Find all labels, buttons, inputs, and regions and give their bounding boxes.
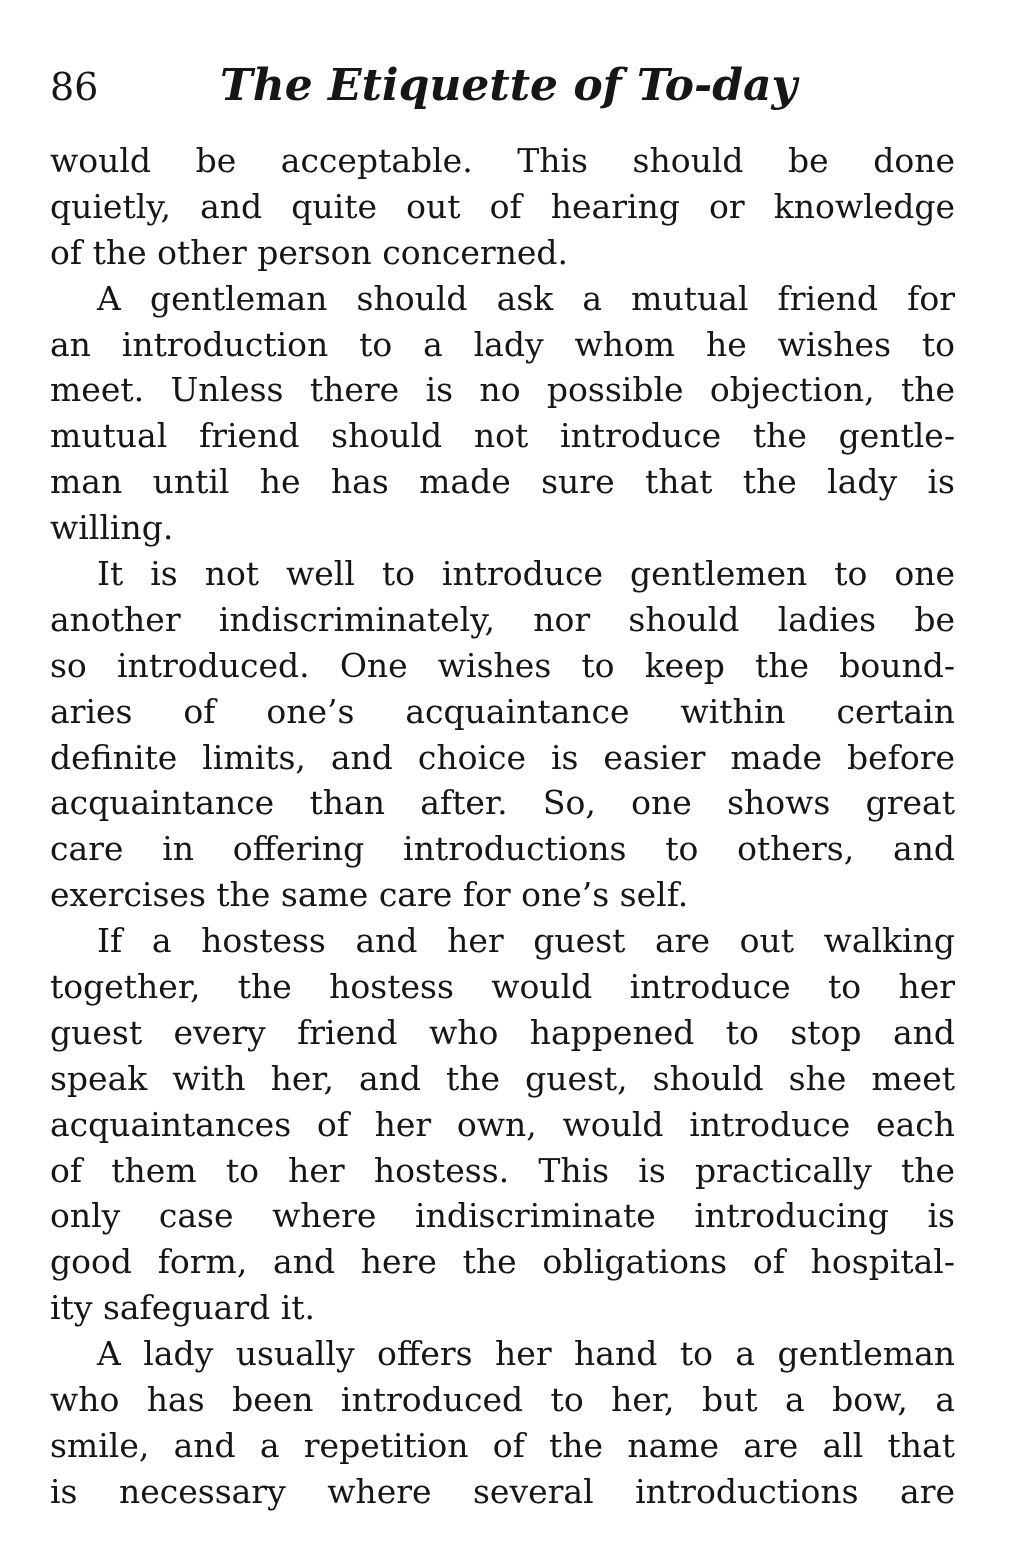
- text-line: only case where indiscriminate introducing is: [50, 1196, 955, 1236]
- text-line: If a hostess and her guest are out walking: [97, 921, 955, 961]
- text-line: would be acceptable. This should be done: [50, 141, 955, 180]
- text-line: speak with her, and the guest, should she meet: [50, 1058, 955, 1098]
- text-line: acquaintance than after. So, one shows great: [50, 783, 955, 823]
- text-line: man until he has made sure that the lady is: [50, 462, 955, 502]
- text-line: mutual friend should not introduce the gentle-: [50, 416, 955, 456]
- page-number: 86: [50, 65, 99, 109]
- text-line: so introduced. One wishes to keep the bound-: [50, 645, 955, 685]
- text-line: guest every friend who happened to stop and: [50, 1012, 955, 1052]
- text-line: quietly, and quite out of hearing or knowledge: [50, 186, 955, 226]
- text-line: ity safeguard it.: [50, 1288, 316, 1328]
- text-line: is necessary where several introductions are: [50, 1471, 955, 1511]
- text-line: who has been introduced to her, but a bow, a: [50, 1380, 955, 1420]
- text-line: exercises the same care for one’s self.: [50, 875, 689, 915]
- text-line: another indiscriminately, nor should ladies be: [50, 599, 955, 639]
- text-line: care in offering introductions to others, and: [50, 829, 955, 869]
- text-line: of them to her hostess. This is practically the: [50, 1150, 955, 1190]
- page-header: [50, 60, 955, 138]
- text-line: of the other person concerned.: [50, 232, 569, 272]
- text-line: good form, and here the obligations of hospital-: [50, 1242, 955, 1282]
- text-line: smile, and a repetition of the name are all that: [50, 1425, 955, 1465]
- body-text: [50, 138, 955, 1515]
- text-line: It is not well to introduce gentlemen to one: [97, 554, 955, 594]
- running-title: The Etiquette of To-day: [220, 60, 798, 111]
- text-line: meet. Unless there is no possible objection, the: [50, 370, 955, 410]
- book-page: [50, 60, 955, 1515]
- text-line: an introduction to a lady whom he wishes to: [50, 324, 955, 364]
- text-line: aries of one’s acquaintance within certain: [50, 691, 955, 731]
- text-line: together, the hostess would introduce to her: [50, 967, 955, 1007]
- text-line: A gentleman should ask a mutual friend for: [97, 278, 955, 318]
- text-line: A lady usually offers her hand to a gentleman: [97, 1334, 955, 1374]
- text-line: willing.: [50, 508, 174, 548]
- text-line: definite limits, and choice is easier made before: [50, 737, 955, 777]
- text-line: acquaintances of her own, would introduce each: [50, 1104, 955, 1144]
